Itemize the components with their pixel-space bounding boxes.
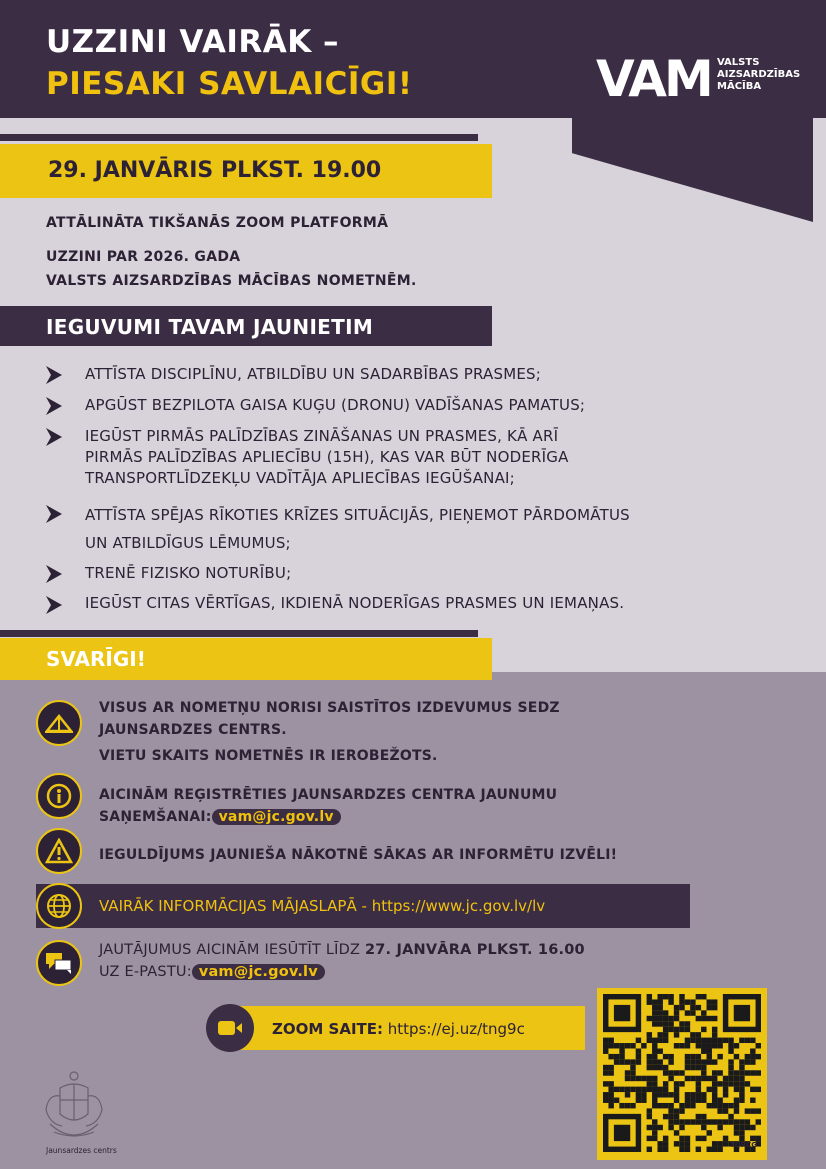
benefit-item: ATTĪSTA DISCIPLĪNU, ATBILDĪBU UN SADARBĪBAS PRASMES; xyxy=(85,365,542,383)
event-line1: ATTĀLINĀTA TIKŠANĀS ZOOM PLATFORMĀ xyxy=(46,215,389,231)
video-camera-icon xyxy=(206,1004,254,1052)
website-link[interactable]: VAIRĀK INFORMĀCIJAS MĀJASLAPĀ - https://www.jc.gov.lv/lv xyxy=(99,897,546,915)
vam-logo: VAM xyxy=(596,50,711,108)
email-link[interactable]: vam@jc.gov.lv xyxy=(192,964,325,980)
chevron-right-icon xyxy=(46,397,62,415)
benefit-item: APGŪST BEZPILOTA GAISA KUĢU (DRONU) VADĪŠANAS PAMATUS; xyxy=(85,396,586,414)
chat-icon xyxy=(36,940,82,986)
event-date: 29. JANVĀRIS PLKST. 19.00 xyxy=(48,158,382,183)
coat-of-arms-icon xyxy=(40,1066,108,1146)
warning-text: IEGULDĪJUMS JAUNIEŠA NĀKOTNĒ SĀKAS AR INFORMĒTU IZVĒLI! xyxy=(99,847,618,863)
qr-label: TQRCG xyxy=(730,1141,757,1149)
tent-icon xyxy=(36,700,82,746)
benefits-title: IEGUVUMI TAVAM JAUNIETIM xyxy=(46,315,374,339)
email-link[interactable]: vam@jc.gov.lv xyxy=(212,809,341,825)
chevron-right-icon xyxy=(46,505,62,523)
globe-icon xyxy=(36,883,82,929)
important-title: SVARĪGI! xyxy=(46,647,146,671)
questions-text: JAUTĀJUMUS AICINĀM IESŪTĪT LĪDZ 27. JANVĀRA PLKST. 16.00 UZ E-PASTU: vam@jc.gov.lv xyxy=(99,942,585,980)
headline-line1: UZZINI VAIRĀK – xyxy=(46,24,340,60)
zoom-link[interactable]: ZOOM SAITE: https://ej.uz/tng9c xyxy=(272,1020,525,1038)
warning-icon xyxy=(36,828,82,874)
tent-text: VISUS AR NOMETŅU NORISI SAISTĪTOS IZDEVUMUS SEDZ JAUNSARDZES CENTRS. VIETU SKAITS NOMETNĒS IR IEROBEŽOTS. xyxy=(99,700,560,764)
info-icon xyxy=(36,773,82,819)
event-line2: UZZINI PAR 2026. GADA xyxy=(46,249,241,265)
benefit-item: IEGŪST CITAS VĒRTĪGAS, IKDIENĀ NODERĪGAS PRASMES UN IEMAŅAS. xyxy=(85,594,625,612)
chevron-right-icon xyxy=(46,596,62,614)
benefit-item: IEGŪST PIRMĀS PALĪDZĪBAS ZINĀŠANAS UN PRASMES, KĀ ARĪ PIRMĀS PALĪDZĪBAS APLIECĪBU (15H), KAS VAR BŪT NODERĪGA TRANSPORTLĪDZEKĻU VADĪTĀJA APLIECĪBAS IEGŪŠANAI; xyxy=(85,427,569,487)
chevron-right-icon xyxy=(46,366,62,384)
benefit-item: TRENĒ FIZISKO NOTURĪBU; xyxy=(85,564,292,582)
info-text: AICINĀM REĢISTRĒTIES JAUNSARDZES CENTRA JAUNUMU SAŅEMŠANAI: vam@jc.gov.lv xyxy=(99,787,558,825)
org-name: Jaunsardzes centrs xyxy=(46,1146,117,1155)
benefit-item: ATTĪSTA SPĒJAS RĪKOTIES KRĪZES SITUĀCIJĀS, PIEŅEMOT PĀRDOMĀTUS UN ATBILDĪGUS LĒMUMUS; xyxy=(85,506,630,552)
event-line3: VALSTS AIZSARDZĪBAS MĀCĪBAS NOMETNĒM. xyxy=(46,273,417,289)
headline-line2: PIESAKI SAVLAICĪGI! xyxy=(46,66,413,102)
chevron-right-icon xyxy=(46,565,62,583)
qr-code[interactable] xyxy=(603,994,761,1152)
divider xyxy=(0,630,478,637)
chevron-right-icon xyxy=(46,428,62,446)
vam-logo-subtitle: VALSTS AIZSARDZĪBAS MĀCĪBA xyxy=(717,57,801,92)
divider xyxy=(0,134,478,141)
